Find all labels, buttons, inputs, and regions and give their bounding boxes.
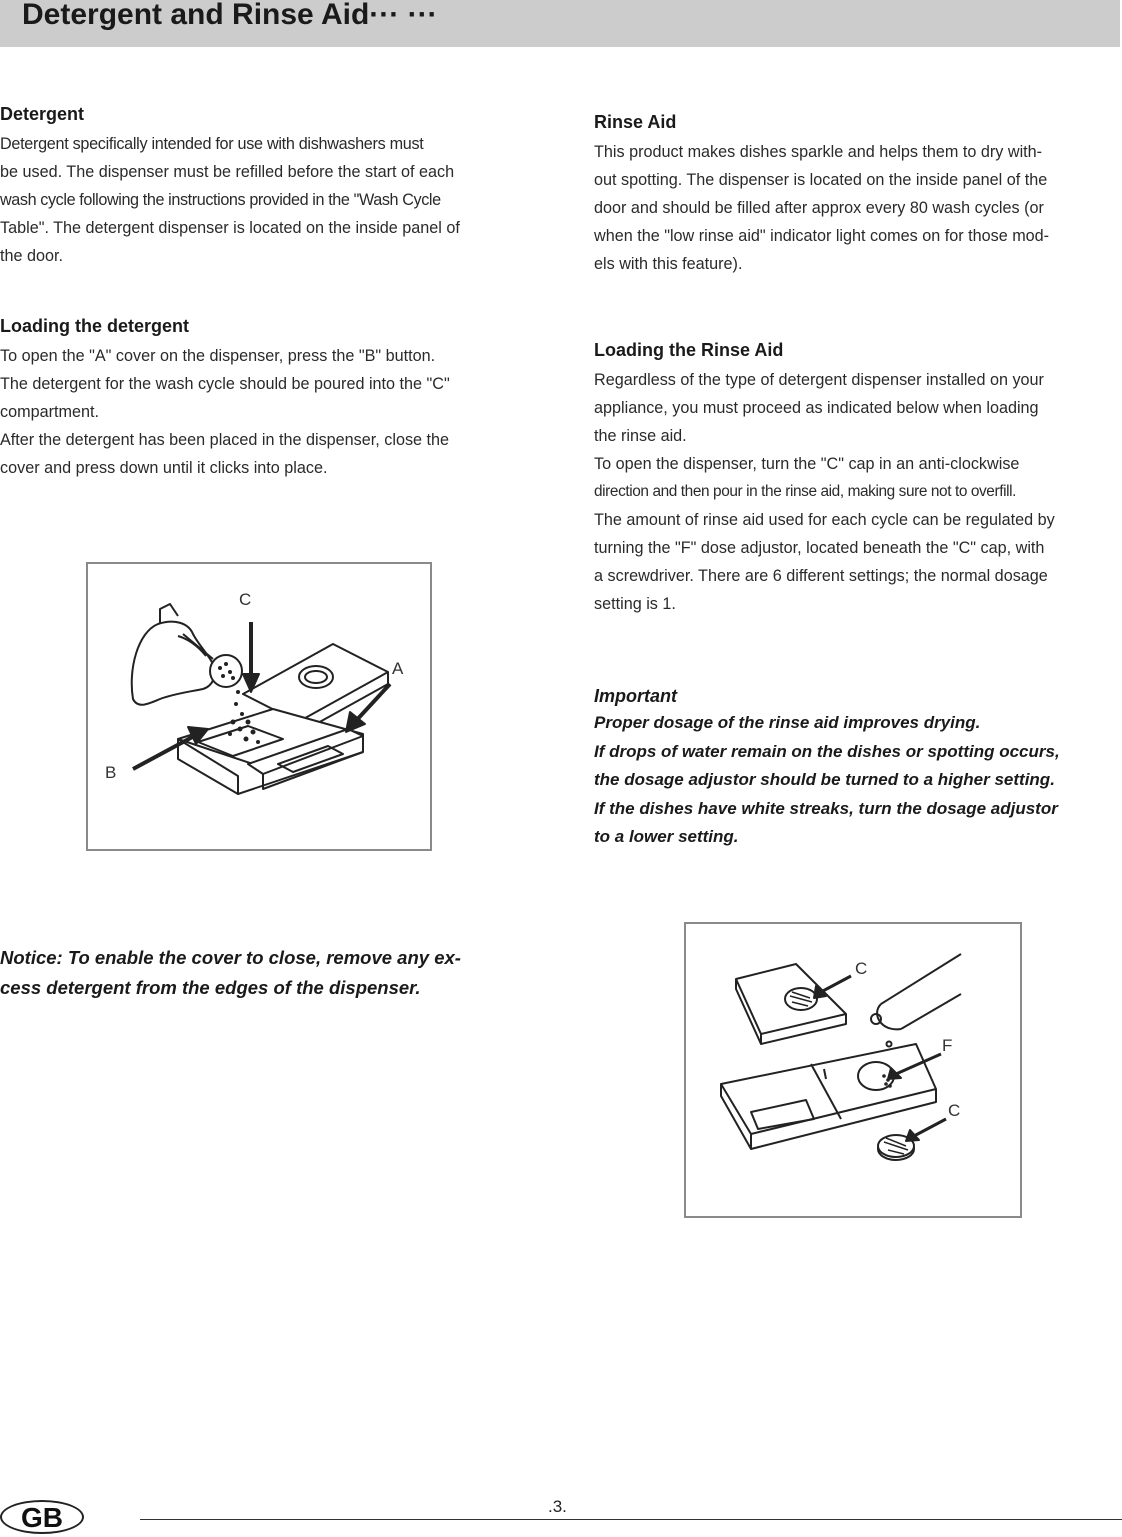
language-badge: GB bbox=[0, 1500, 84, 1534]
page-title: Detergent and Rinse Aid··· ··· bbox=[22, 0, 438, 31]
detergent-line: Table". The detergent dispenser is located on the inside panel of bbox=[0, 219, 460, 237]
detergent-line: Detergent specifically intended for use with dishwashers must bbox=[0, 135, 424, 153]
figure2-label-c-top: C bbox=[855, 959, 868, 978]
loading-detergent-line: cover and press down until it clicks into place. bbox=[0, 459, 328, 477]
detergent-line: be used. The dispenser must be refilled before the start of each bbox=[0, 163, 455, 181]
loading-rinse-aid-line: turning the "F" dose adjustor, located beneath the "C" cap, with bbox=[594, 539, 1045, 557]
rinse-aid-line: door and should be filled after approx every 80 wash cycles (or bbox=[594, 199, 1044, 217]
loading-rinse-aid-line: a screwdriver. There are 6 different settings; the normal dosage bbox=[594, 567, 1048, 585]
rinse-aid-line: This product makes dishes sparkle and helps them to dry with- bbox=[594, 143, 1043, 161]
rinse-aid-line: els with this feature). bbox=[594, 255, 743, 273]
header-bar bbox=[0, 0, 1120, 47]
rinse-aid-dispenser-figure bbox=[684, 922, 1022, 1218]
loading-detergent-section bbox=[0, 316, 538, 482]
important-heading: Important bbox=[594, 686, 677, 706]
important-section bbox=[594, 686, 1122, 852]
footer-rule bbox=[140, 1519, 1122, 1520]
rinse-aid-line: out spotting. The dispenser is located on the inside panel of the bbox=[594, 171, 1048, 189]
detergent-heading: Detergent bbox=[0, 104, 85, 124]
detergent-section bbox=[0, 104, 538, 270]
loading-rinse-aid-section bbox=[594, 340, 1122, 618]
important-line: If the dishes have white streaks, turn the dosage adjustor bbox=[594, 798, 1058, 818]
loading-rinse-aid-line: direction and then pour in the rinse aid, making sure not to overfill. bbox=[594, 483, 1017, 500]
notice-line: Notice: To enable the cover to close, remove any ex- bbox=[0, 947, 461, 968]
loading-rinse-aid-line: the rinse aid. bbox=[594, 427, 687, 445]
figure2-label-f: F bbox=[942, 1036, 953, 1055]
detergent-dispenser-figure bbox=[86, 562, 432, 851]
page-number: .3. bbox=[548, 1497, 567, 1516]
loading-detergent-line: To open the "A" cover on the dispenser, press the "B" button. bbox=[0, 347, 436, 365]
rinse-aid-section bbox=[594, 112, 1122, 278]
loading-rinse-aid-heading: Loading the Rinse Aid bbox=[594, 340, 784, 360]
notice-section bbox=[0, 943, 560, 1003]
loading-detergent-line: compartment. bbox=[0, 403, 99, 421]
important-line: to a lower setting. bbox=[594, 827, 739, 846]
loading-rinse-aid-line: appliance, you must proceed as indicated below when loading bbox=[594, 399, 1039, 417]
detergent-line: wash cycle following the instructions provided in the "Wash Cycle bbox=[0, 191, 441, 209]
figure1-label-c: C bbox=[239, 590, 252, 609]
rinse-aid-heading: Rinse Aid bbox=[594, 112, 677, 132]
notice-line: cess detergent from the edges of the dispenser. bbox=[0, 977, 421, 998]
figure2-label-c-bottom: C bbox=[948, 1101, 961, 1120]
important-line: If drops of water remain on the dishes or spotting occurs, bbox=[594, 741, 1060, 761]
loading-rinse-aid-line: setting is 1. bbox=[594, 595, 676, 613]
figure1-label-b: B bbox=[105, 763, 117, 782]
rinse-aid-line: when the "low rinse aid" indicator light comes on for those mod- bbox=[594, 227, 1050, 245]
loading-detergent-heading: Loading the detergent bbox=[0, 316, 189, 336]
rinse-aid-dispenser-illustration bbox=[686, 924, 1020, 1216]
loading-rinse-aid-line: Regardless of the type of detergent dispenser installed on your bbox=[594, 371, 1044, 389]
loading-rinse-aid-line: The amount of rinse aid used for each cycle can be regulated by bbox=[594, 511, 1055, 529]
detergent-line: the door. bbox=[0, 247, 64, 265]
loading-detergent-line: After the detergent has been placed in the dispenser, close the bbox=[0, 431, 450, 449]
loading-detergent-line: The detergent for the wash cycle should be poured into the "C" bbox=[0, 375, 450, 393]
figure1-label-a: A bbox=[392, 659, 404, 678]
important-line: Proper dosage of the rinse aid improves drying. bbox=[594, 713, 981, 732]
important-line: the dosage adjustor should be turned to a higher setting. bbox=[594, 770, 1055, 789]
loading-rinse-aid-line: To open the dispenser, turn the "C" cap in an anti-clockwise bbox=[594, 455, 1020, 473]
detergent-dispenser-illustration bbox=[88, 564, 430, 849]
